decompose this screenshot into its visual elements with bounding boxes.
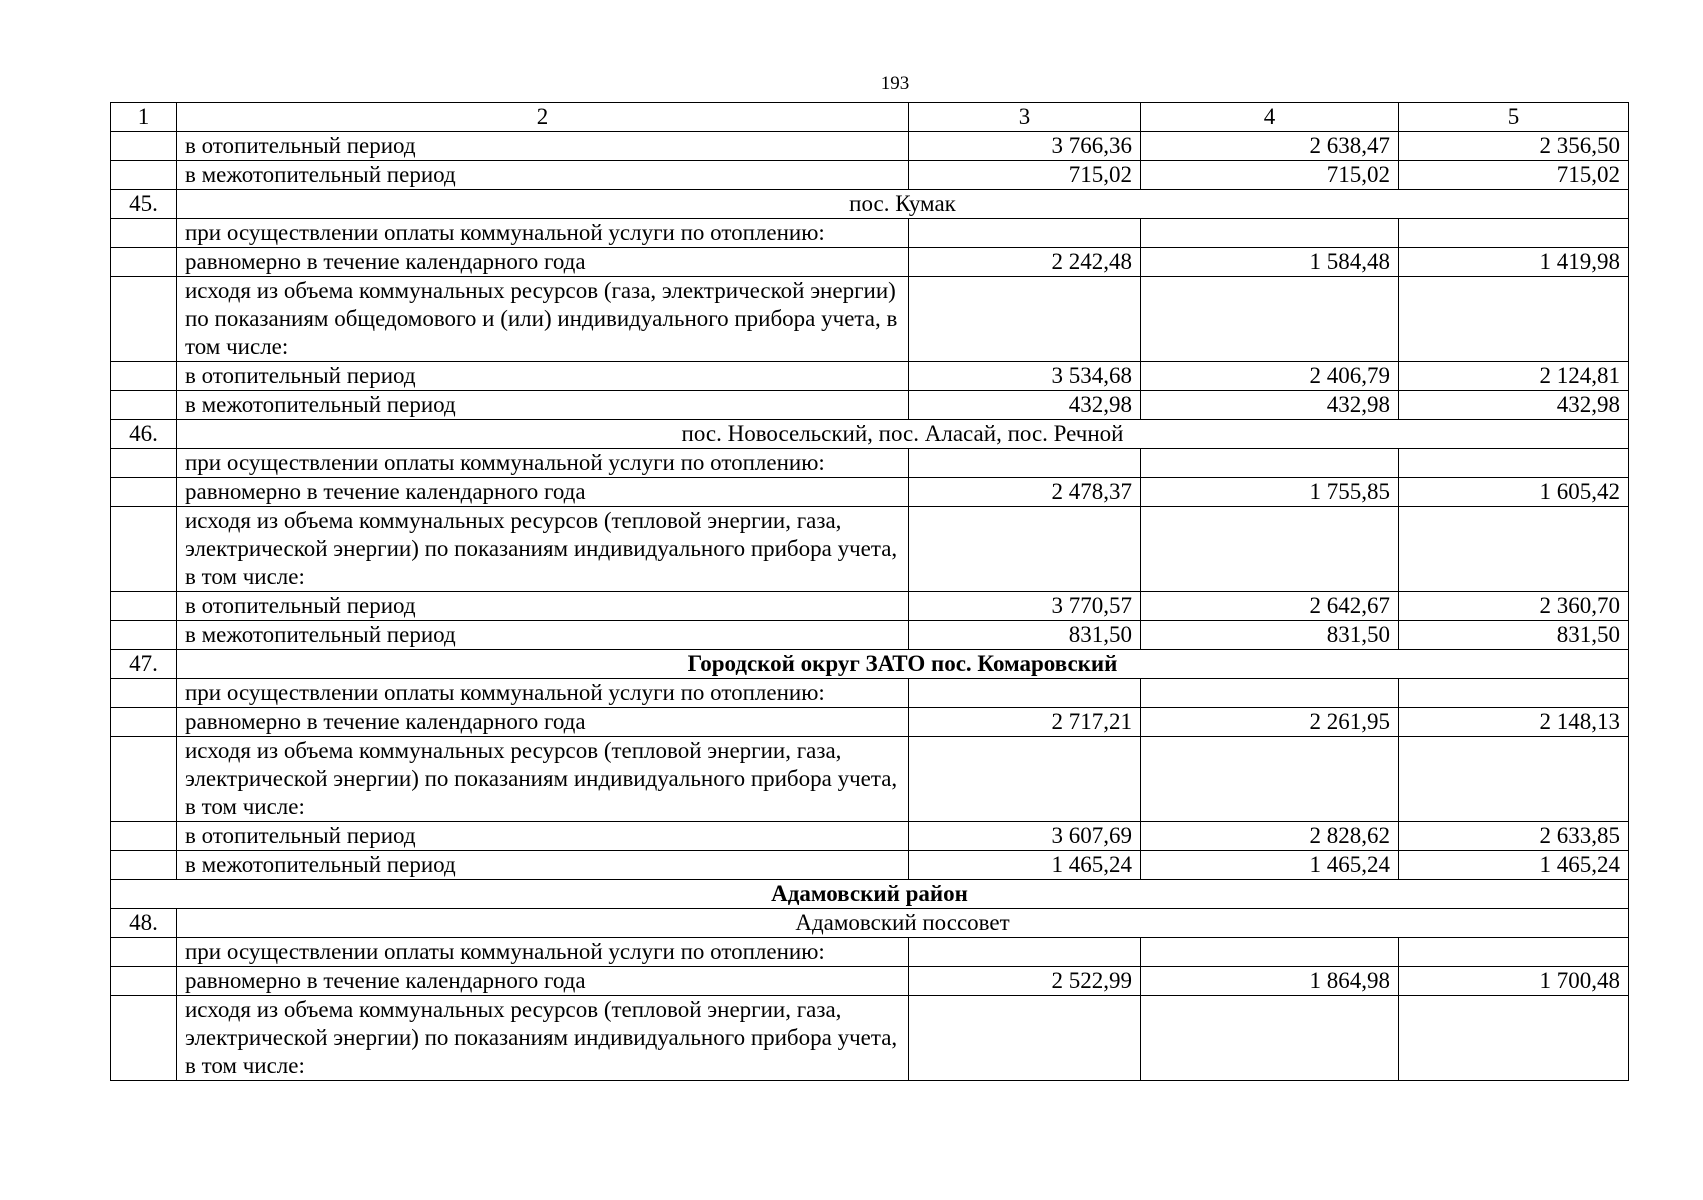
table-row [111,938,1629,967]
row-number [111,592,177,621]
value-col-4 [1141,277,1399,362]
value-col-4: 432,98 [1141,391,1399,420]
value-col-5: 1 605,42 [1399,478,1629,507]
value-col-4 [1141,938,1399,967]
row-number: 48. [111,909,177,938]
table-row [111,449,1629,478]
value-col-5: 715,02 [1399,161,1629,190]
table-row [111,851,1629,880]
value-col-3 [909,737,1141,822]
row-label: в отопительный период [177,362,909,391]
value-col-5: 831,50 [1399,621,1629,650]
row-number [111,851,177,880]
value-col-3 [909,679,1141,708]
value-col-4: 2 638,47 [1141,132,1399,161]
value-col-5 [1399,277,1629,362]
value-col-5 [1399,737,1629,822]
row-number [111,449,177,478]
section-title: пос. Кумак [177,190,1629,219]
value-col-3: 2 242,48 [909,248,1141,277]
value-col-4 [1141,679,1399,708]
row-number: 45. [111,190,177,219]
value-col-5 [1399,996,1629,1081]
value-col-4: 1 465,24 [1141,851,1399,880]
value-col-5 [1399,449,1629,478]
value-col-5 [1399,219,1629,248]
row-label: исходя из объема коммунальных ресурсов (газа, электрической энергии) по показаниям общедомового и (или) индивидуального прибора учета, в том числе: [177,277,909,362]
table-row [111,391,1629,420]
value-col-3: 432,98 [909,391,1141,420]
row-label: в отопительный период [177,822,909,851]
header-cell-3: 3 [909,103,1141,132]
value-col-3: 3 534,68 [909,362,1141,391]
value-col-5: 1 419,98 [1399,248,1629,277]
row-label: равномерно в течение календарного года [177,967,909,996]
value-col-3: 715,02 [909,161,1141,190]
row-label: при осуществлении оплаты коммунальной услуги по отоплению: [177,449,909,478]
row-number [111,996,177,1081]
value-col-3: 2 717,21 [909,708,1141,737]
section-row [111,909,1629,938]
header-cell-5: 5 [1399,103,1629,132]
row-number [111,391,177,420]
row-label: равномерно в течение календарного года [177,248,909,277]
header-cell-1: 1 [111,103,177,132]
table-row [111,132,1629,161]
row-label: в межотопительный период [177,161,909,190]
value-col-3: 3 607,69 [909,822,1141,851]
row-number [111,621,177,650]
table-row [111,679,1629,708]
row-number [111,967,177,996]
row-number [111,248,177,277]
section-title: Адамовский поссовет [177,909,1629,938]
value-col-4: 1 584,48 [1141,248,1399,277]
value-col-4: 1 864,98 [1141,967,1399,996]
value-col-3 [909,219,1141,248]
row-number [111,362,177,391]
row-number: 46. [111,420,177,449]
row-label: при осуществлении оплаты коммунальной услуги по отоплению: [177,679,909,708]
value-col-4: 2 828,62 [1141,822,1399,851]
table-body [111,103,1629,1081]
value-col-3 [909,996,1141,1081]
row-label: исходя из объема коммунальных ресурсов (тепловой энергии, газа, электрической энергии) по показаниям индивидуального прибора учета, в том числе: [177,737,909,822]
row-label: в отопительный период [177,132,909,161]
value-col-4 [1141,737,1399,822]
header-row [111,103,1629,132]
value-col-5: 1 700,48 [1399,967,1629,996]
value-col-3 [909,449,1141,478]
section-title: пос. Новосельский, пос. Аласай, пос. Речной [177,420,1629,449]
row-label: в межотопительный период [177,851,909,880]
row-number [111,737,177,822]
table-row [111,708,1629,737]
value-col-5: 1 465,24 [1399,851,1629,880]
value-col-5: 432,98 [1399,391,1629,420]
table-row [111,248,1629,277]
value-col-5 [1399,938,1629,967]
value-col-4: 831,50 [1141,621,1399,650]
row-number [111,219,177,248]
row-number [111,507,177,592]
row-number [111,478,177,507]
row-label: исходя из объема коммунальных ресурсов (тепловой энергии, газа, электрической энергии) по показаниям индивидуального прибора учета, в том числе: [177,507,909,592]
section-row [111,420,1629,449]
value-col-4: 2 406,79 [1141,362,1399,391]
table-row [111,161,1629,190]
table-row [111,277,1629,362]
value-col-3: 3 770,57 [909,592,1141,621]
table-row [111,621,1629,650]
row-number [111,679,177,708]
row-label: равномерно в течение календарного года [177,708,909,737]
value-col-4: 715,02 [1141,161,1399,190]
row-label: при осуществлении оплаты коммунальной услуги по отоплению: [177,219,909,248]
row-number [111,708,177,737]
table-row [111,362,1629,391]
value-col-5 [1399,507,1629,592]
value-col-4 [1141,996,1399,1081]
row-label: в межотопительный период [177,621,909,650]
value-col-3: 2 522,99 [909,967,1141,996]
value-col-4: 1 755,85 [1141,478,1399,507]
value-col-3 [909,277,1141,362]
value-col-4 [1141,449,1399,478]
value-col-5: 2 148,13 [1399,708,1629,737]
value-col-5: 2 633,85 [1399,822,1629,851]
district-title: Адамовский район [111,880,1629,909]
table-row [111,478,1629,507]
value-col-4 [1141,507,1399,592]
value-col-3 [909,507,1141,592]
value-col-5: 2 124,81 [1399,362,1629,391]
value-col-3: 2 478,37 [909,478,1141,507]
value-col-4 [1141,219,1399,248]
page-number: 193 [880,73,910,94]
row-label: в межотопительный период [177,391,909,420]
section-row [111,190,1629,219]
row-label: исходя из объема коммунальных ресурсов (тепловой энергии, газа, электрической энергии) по показаниям индивидуального прибора учета, в том числе: [177,996,909,1081]
value-col-3: 831,50 [909,621,1141,650]
row-label: при осуществлении оплаты коммунальной услуги по отоплению: [177,938,909,967]
tariff-table [110,102,1629,1081]
value-col-4: 2 261,95 [1141,708,1399,737]
row-number [111,161,177,190]
row-number [111,132,177,161]
value-col-4: 2 642,67 [1141,592,1399,621]
table-row [111,507,1629,592]
row-label: равномерно в течение календарного года [177,478,909,507]
value-col-5: 2 360,70 [1399,592,1629,621]
value-col-3: 1 465,24 [909,851,1141,880]
row-number: 47. [111,650,177,679]
value-col-5: 2 356,50 [1399,132,1629,161]
district-row [111,880,1629,909]
header-cell-2: 2 [177,103,909,132]
row-number [111,277,177,362]
value-col-3: 3 766,36 [909,132,1141,161]
value-col-3 [909,938,1141,967]
row-number [111,822,177,851]
row-label: в отопительный период [177,592,909,621]
header-cell-4: 4 [1141,103,1399,132]
row-number [111,938,177,967]
section-row [111,650,1629,679]
table-row [111,592,1629,621]
section-title: Городской округ ЗАТО пос. Комаровский [177,650,1629,679]
value-col-5 [1399,679,1629,708]
table-row [111,737,1629,822]
table-row [111,822,1629,851]
table-row [111,967,1629,996]
table-row [111,219,1629,248]
table-row [111,996,1629,1081]
